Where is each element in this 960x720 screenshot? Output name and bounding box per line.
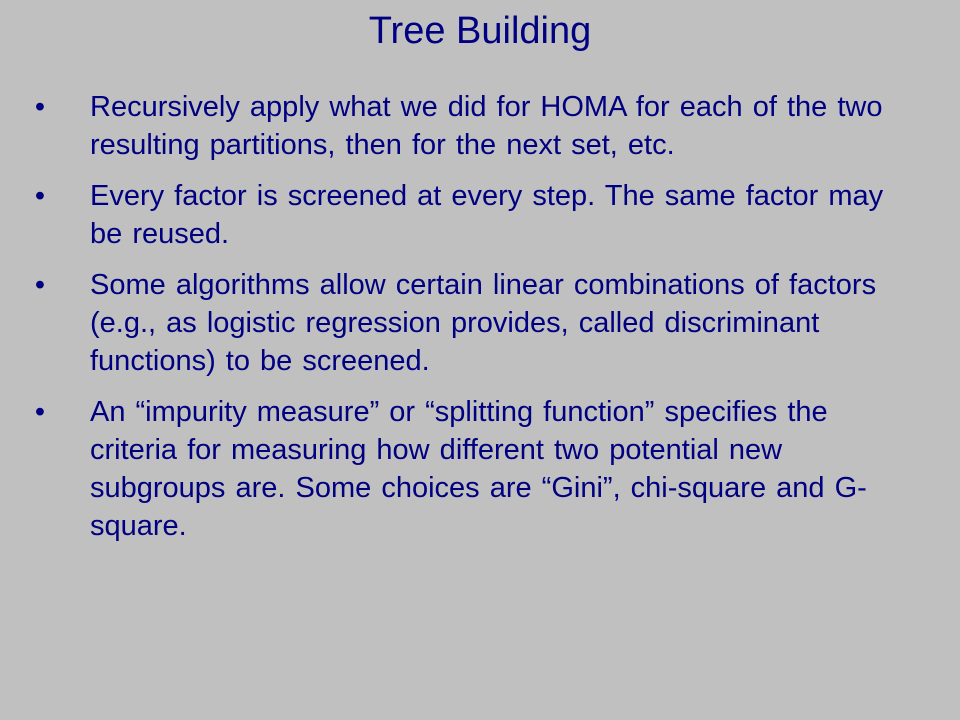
bullet-list [24, 88, 924, 558]
bullet-item-impurity-measure [24, 393, 924, 545]
slide-title: Tree Building [368, 10, 592, 52]
bullet-text: Recursively apply what we did for HOMA for each of the two resulting partitions, then for the next set, etc. [90, 91, 883, 161]
bullet-item-recursion [24, 88, 924, 164]
bullet-text: Some algorithms allow certain linear combinations of factors (e.g., as logistic regression provides, called discriminant functions) to be screened. [90, 269, 877, 377]
bullet-icon: • [34, 180, 46, 212]
bullet-icon: • [34, 269, 46, 301]
bullet-item-screening [24, 177, 924, 253]
bullet-item-linear-combinations [24, 266, 924, 380]
bullet-text: An “impurity measure” or “splitting function” specifies the criteria for measuring how different two potential new subgroups are. Some choices are “Gini”, chi-square and G-square. [90, 396, 867, 542]
bullet-icon: • [34, 396, 46, 428]
bullet-text: Every factor is screened at every step. The same factor may be reused. [90, 180, 884, 250]
bullet-icon: • [34, 91, 46, 123]
